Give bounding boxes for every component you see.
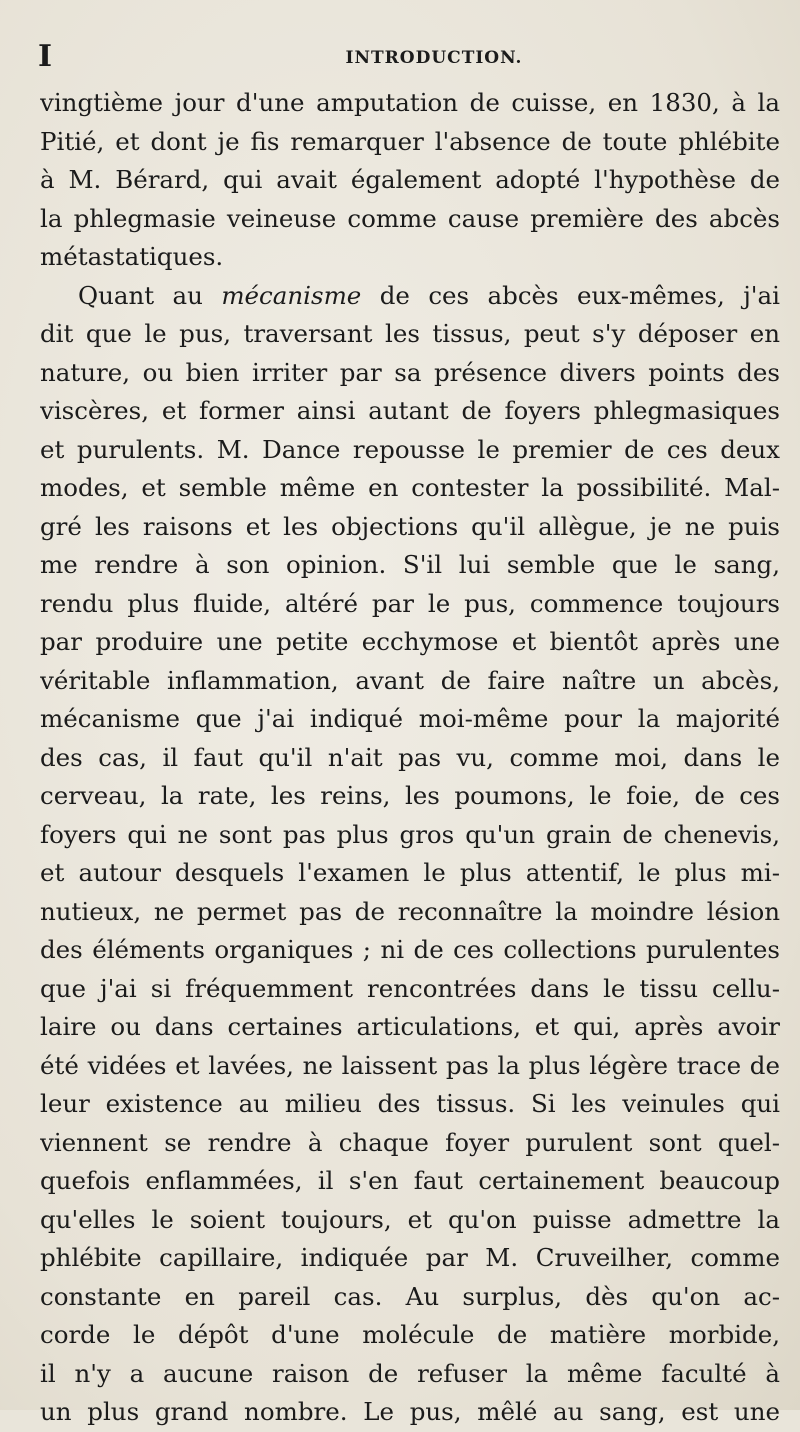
text-line: phlébite capillaire, indiquée par M. Cruveilher, comme	[40, 1243, 780, 1272]
text-line: mécanisme que j'ai indiqué moi-même pour la majorité	[40, 704, 780, 733]
text-line: cerveau, la rate, les reins, les poumons, le foie, de ces	[40, 781, 780, 810]
text-line: par produire une petite ecchymose et bientôt après une	[40, 627, 780, 656]
text-line: à M. Bérard, qui avait également adopté l'hypothèse de	[40, 165, 780, 194]
text-line: gré les raisons et les objections qu'il allègue, je ne puis	[40, 511, 780, 541]
text-line: qu'elles le soient toujours, et qu'on puisse admettre la	[40, 1204, 780, 1234]
text-line: modes, et semble même en contester la possibilité. Mal-	[40, 473, 780, 502]
emphasized-word: mécanisme	[221, 280, 362, 310]
text-line: nature, ou bien irriter par sa présence divers points des	[40, 357, 780, 387]
text-line: et autour desquels l'examen le plus attentif, le plus mi-	[40, 858, 780, 887]
page-number: I	[38, 39, 53, 74]
text-line: que j'ai si fréquemment rencontrées dans le tissu cellu-	[40, 973, 780, 1003]
text-line: constante en pareil cas. Au surplus, dès qu'on ac-	[40, 1281, 780, 1311]
text-line: nutieux, ne permet pas de reconnaître la moindre lésion	[40, 896, 780, 926]
text-line: des cas, il faut qu'il n'ait pas vu, comme moi, dans le	[40, 742, 780, 772]
text-line: corde le dépôt d'une molécule de matière morbide,	[40, 1320, 780, 1349]
text-line: un plus grand nombre. Le pus, mêlé au sang, est une	[40, 1397, 780, 1426]
text-fragment: Quant au	[78, 280, 203, 310]
text-line: rendu plus fluide, altéré par le pus, commence toujours	[40, 588, 780, 618]
text-line-paragraph-start	[40, 277, 780, 316]
text-line: Pitié, et dont je fis remarquer l'absence de toute phlébite	[40, 126, 780, 156]
text-line: viscères, et former ainsi autant de foyers phlegmasiques	[40, 396, 780, 425]
text-line: métastatiques.	[40, 242, 224, 271]
text-line: dit que le pus, traversant les tissus, peut s'y déposer en	[40, 319, 780, 348]
text-line: viennent se rendre à chaque foyer purulent sont quel-	[40, 1127, 780, 1157]
text-line: des éléments organiques ; ni de ces collections purulentes	[40, 935, 780, 964]
text-line: été vidées et lavées, ne laissent pas la plus légère trace de	[40, 1050, 780, 1080]
body-text	[40, 84, 780, 1432]
text-line: me rendre à son opinion. S'il lui semble que le sang,	[40, 550, 780, 579]
text-line: il n'y a aucune raison de refuser la même faculté à	[40, 1358, 780, 1388]
text-fragment: de ces abcès eux-mêmes, j'ai	[379, 280, 780, 310]
text-line: foyers qui ne sont pas plus gros qu'un grain de chenevis,	[40, 819, 780, 849]
text-line: quefois enflammées, il s'en faut certainement beaucoup	[40, 1166, 780, 1195]
text-line: véritable inflammation, avant de faire naître un abcès,	[40, 665, 780, 695]
text-line: laire ou dans certaines articulations, et qui, après avoir	[40, 1012, 780, 1041]
page-header	[38, 39, 770, 74]
text-line: vingtième jour d'une amputation de cuisse, en 1830, à la	[40, 88, 780, 117]
text-line: et purulents. M. Dance repousse le premier de ces deux	[40, 434, 780, 464]
text-line: leur existence au milieu des tissus. Si les veinules qui	[40, 1089, 780, 1118]
running-head: INTRODUCTION.	[345, 48, 523, 68]
text-line: la phlegmasie veineuse comme cause première des abcès	[40, 203, 780, 233]
